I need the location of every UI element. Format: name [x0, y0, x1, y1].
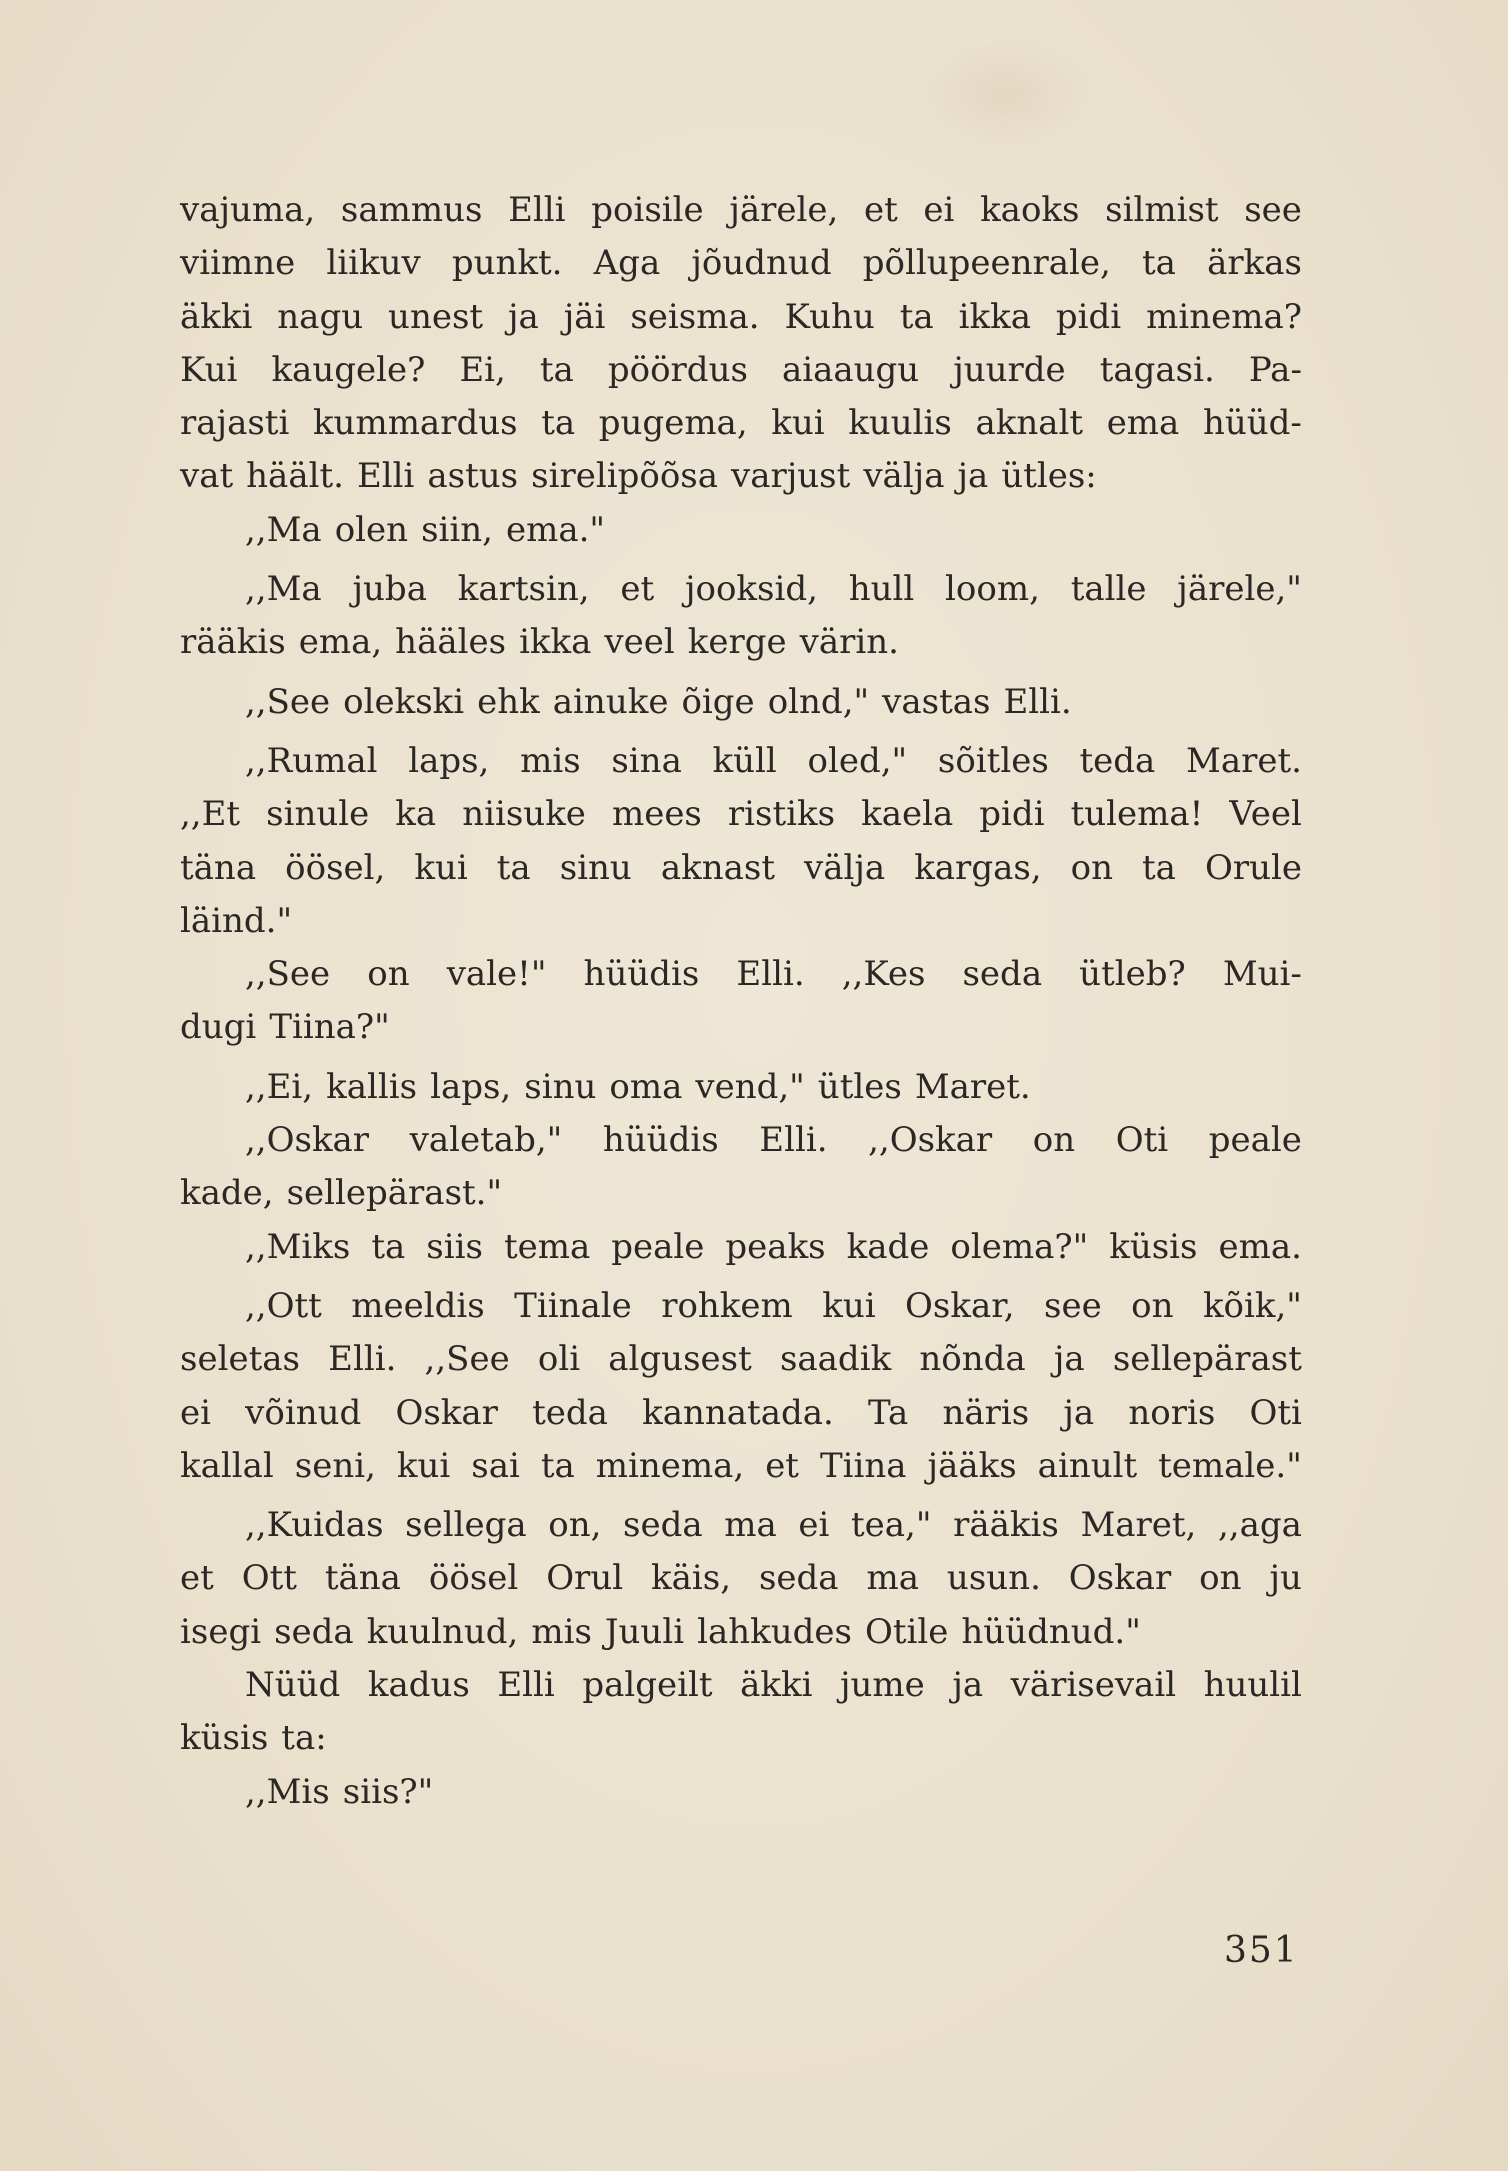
- text-line: seletas Elli. ,,See oli algusest saadik nõnda ja sellepärast: [180, 1339, 1302, 1380]
- text-line: rääkis ema, hääles ikka veel kerge värin.: [180, 622, 899, 663]
- text-line: ,,Ott meeldis Tiinale rohkem kui Oskar, see on kõik,": [245, 1285, 1302, 1326]
- text-line: kallal seni, kui sai ta minema, et Tiina jääks ainult temale.": [180, 1445, 1302, 1486]
- text-line: ,,Mis siis?": [245, 1771, 434, 1812]
- text-line: äkki nagu unest ja jäi seisma. Kuhu ta ikka pidi minema?: [180, 296, 1302, 337]
- text-line: ,,Ei, kallis laps, sinu oma vend," ütles Maret.: [245, 1066, 1031, 1107]
- text-line: täna öösel, kui ta sinu aknast välja kargas, on ta Orule: [180, 847, 1302, 888]
- text-line: Nüüd kadus Elli palgeilt äkki jume ja värisevail huulil: [245, 1665, 1302, 1706]
- text-line: ,,Oskar valetab," hüüdis Elli. ,,Oskar on Oti peale: [245, 1120, 1302, 1161]
- text-line: ,,Ma olen siin, ema.": [245, 509, 606, 550]
- text-line: ,,See olekski ehk ainuke õige olnd," vastas Elli.: [245, 681, 1072, 722]
- text-line: küsis ta:: [180, 1718, 327, 1759]
- text-line: kade, sellepärast.": [180, 1173, 503, 1214]
- text-line: ei võinud Oskar teda kannatada. Ta näris ja noris Oti: [180, 1392, 1302, 1433]
- text-line: viimne liikuv punkt. Aga jõudnud põllupeenrale, ta ärkas: [180, 243, 1302, 284]
- page-number: 351: [1224, 1930, 1299, 1971]
- text-line: ,,Et sinule ka niisuke mees ristiks kaela pidi tulema! Veel: [180, 794, 1302, 835]
- text-line: ,,Miks ta siis tema peale peaks kade olema?" küsis ema.: [245, 1226, 1302, 1267]
- text-line: vajuma, sammus Elli poisile järele, et ei kaoks silmist see: [180, 190, 1302, 230]
- text-line: ,,Rumal laps, mis sina küll oled," sõitles teda Maret.: [245, 740, 1302, 781]
- text-line: ,,Kuidas sellega on, seda ma ei tea," rääkis Maret, ,,aga: [245, 1505, 1302, 1546]
- text-line: dugi Tiina?": [180, 1007, 390, 1048]
- text-line: isegi seda kuulnud, mis Juuli lahkudes Otile hüüdnud.": [180, 1611, 1141, 1652]
- text-line: vat häält. Elli astus sirelipõõsa varjust välja ja ütles:: [180, 456, 1097, 497]
- text-line: läind.": [180, 900, 293, 941]
- text-line: et Ott täna öösel Orul käis, seda ma usun. Oskar on ju: [180, 1558, 1302, 1599]
- text-line: ,,See on vale!" hüüdis Elli. ,,Kes seda ütleb? Mui-: [245, 954, 1302, 995]
- body-text: [180, 184, 1302, 1819]
- text-line: Kui kaugele? Ei, ta pöördus aiaaugu juurde tagasi. Pa-: [180, 349, 1302, 390]
- paper-stain: [920, 40, 1090, 150]
- text-line: ,,Ma juba kartsin, et jooksid, hull loom, talle järele,": [245, 569, 1302, 610]
- text-line: rajasti kummardus ta pugema, kui kuulis aknalt ema hüüd-: [180, 403, 1302, 444]
